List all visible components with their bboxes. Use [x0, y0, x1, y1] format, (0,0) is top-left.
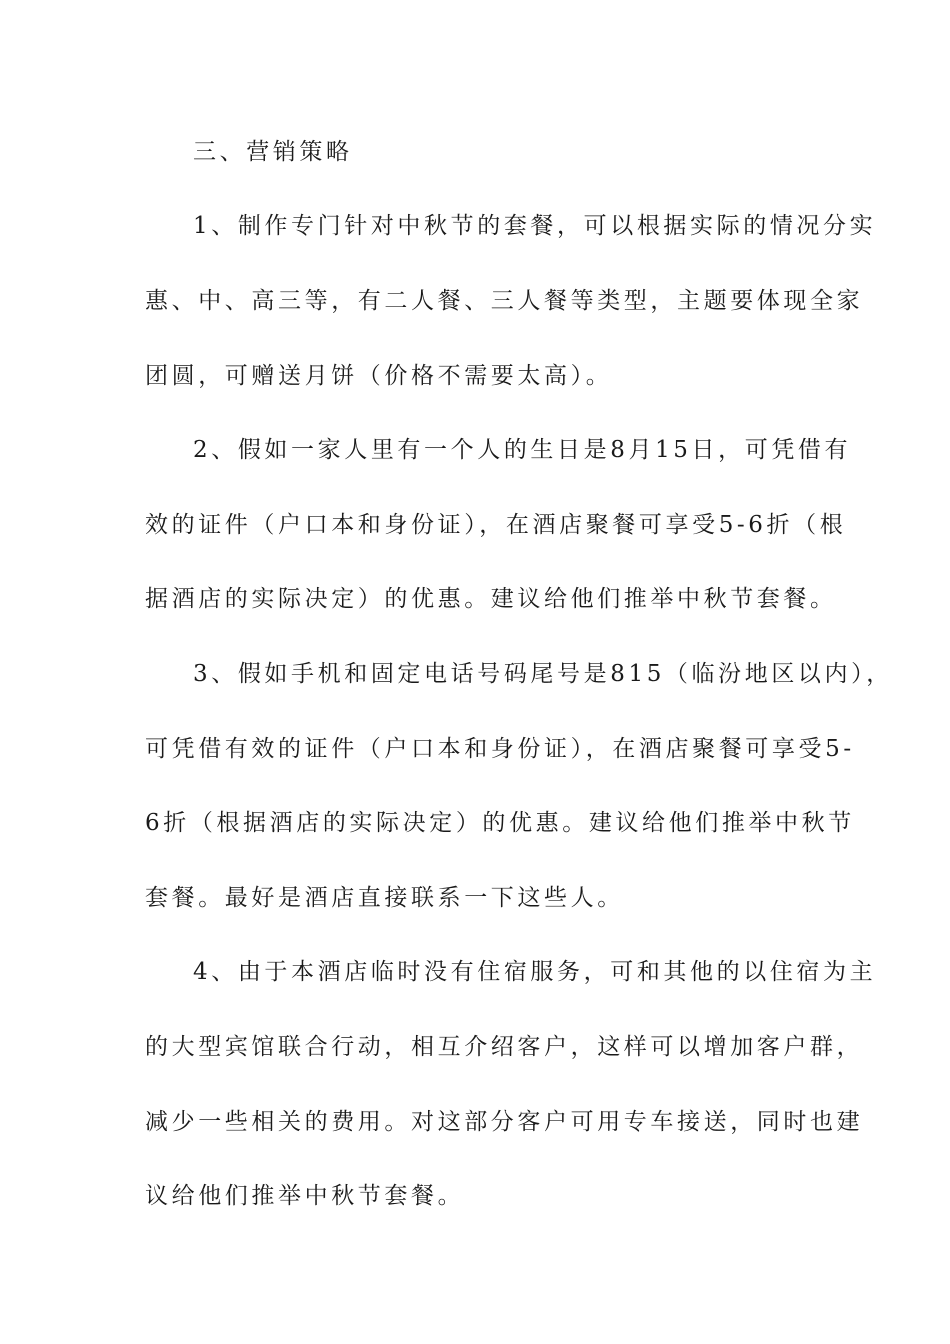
- paragraph-1-line-2: 惠、中、高三等，有二人餐、三人餐等类型，主题要体现全家: [145, 288, 864, 314]
- paragraph-4-line-2: 的大型宾馆联合行动，相互介绍客户，这样可以增加客户群，: [145, 1034, 864, 1060]
- paragraph-2-line-1: 2、假如一家人里有一个人的生日是8月15日，可凭借有: [193, 437, 852, 463]
- paragraph-3-line-4: 套餐。最好是酒店直接联系一下这些人。: [145, 885, 624, 911]
- paragraph-1-line-3: 团圆，可赠送月饼（价格不需要太高）。: [145, 363, 613, 389]
- paragraph-1-line-1: 1、制作专门针对中秋节的套餐，可以根据实际的情况分实: [193, 213, 877, 239]
- paragraph-4-line-1: 4、由于本酒店临时没有住宿服务，可和其他的以住宿为主: [193, 959, 877, 985]
- paragraph-2-line-3: 据酒店的实际决定）的优惠。建议给他们推举中秋节套餐。: [145, 586, 837, 612]
- paragraph-4-line-3: 减少一些相关的费用。对这部分客户可用专车接送，同时也建: [145, 1109, 864, 1135]
- paragraph-3-line-2: 可凭借有效的证件（户口本和身份证），在酒店聚餐可享受5-: [145, 736, 855, 762]
- paragraph-3-line-1: 3、假如手机和固定电话号码尾号是815（临汾地区以内），: [193, 661, 893, 687]
- paragraph-3-line-3: 6折（根据酒店的实际决定）的优惠。建议给他们推举中秋节: [145, 810, 855, 836]
- paragraph-4-line-4: 议给他们推举中秋节套餐。: [145, 1183, 465, 1209]
- paragraph-2-line-2: 效的证件（户口本和身份证），在酒店聚餐可享受5-6折（根: [145, 512, 847, 538]
- section-heading: 三、营销策略: [193, 139, 353, 165]
